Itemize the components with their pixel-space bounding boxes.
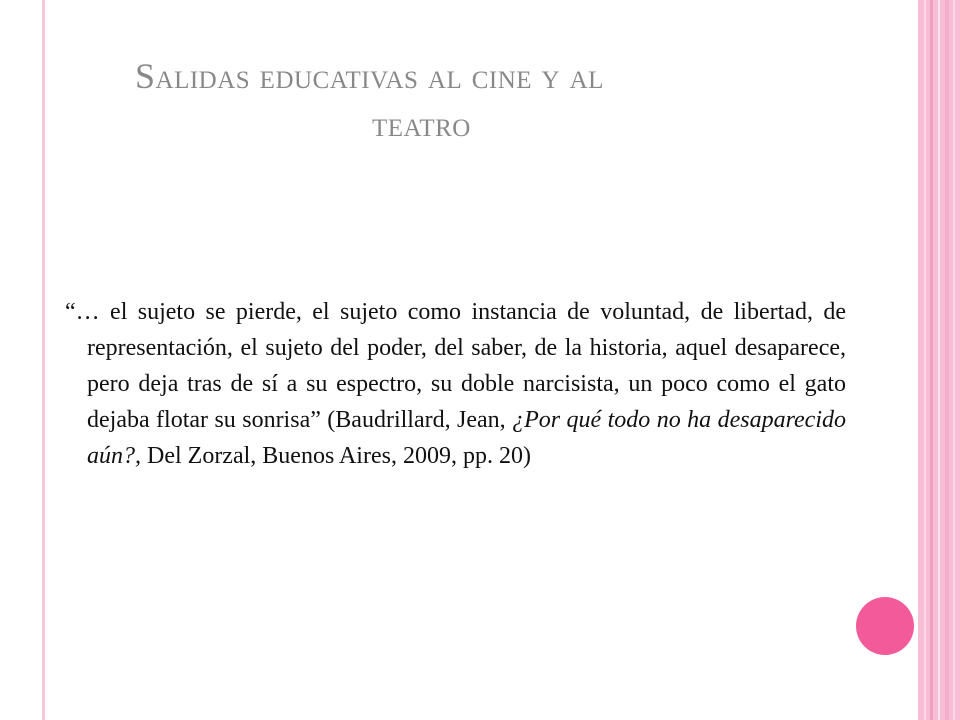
slide-title (135, 52, 775, 148)
band-stripe (930, 0, 933, 720)
title-line-2: teatro (372, 104, 471, 144)
quote-text: “… el sujeto se pierde, el sujeto como instancia de voluntad, de libertad, de representación, el sujeto del poder, del saber, de la historia, aquel desaparece, pero deja tras de sí a su espectro, su doble narcisista, un poco como el gato dejaba flotar su sonrisa” (Baudrillard, Jean, (65, 299, 846, 433)
title-line-1: Salidas educativas al cine y al (135, 56, 604, 96)
band-stripe (945, 0, 949, 720)
band-stripe (938, 0, 940, 720)
band-stripe (924, 0, 926, 720)
quote-paragraph (65, 294, 846, 474)
band-stripe (953, 0, 955, 720)
left-border-line (42, 0, 45, 720)
book-title: ¿Por qué todo no ha desaparecido aún?, (87, 407, 846, 469)
right-decorative-band (918, 0, 960, 720)
quote-citation: Del Zorzal, Buenos Aires, 2009, pp. 20) (141, 443, 531, 469)
decorative-circle (856, 597, 914, 655)
